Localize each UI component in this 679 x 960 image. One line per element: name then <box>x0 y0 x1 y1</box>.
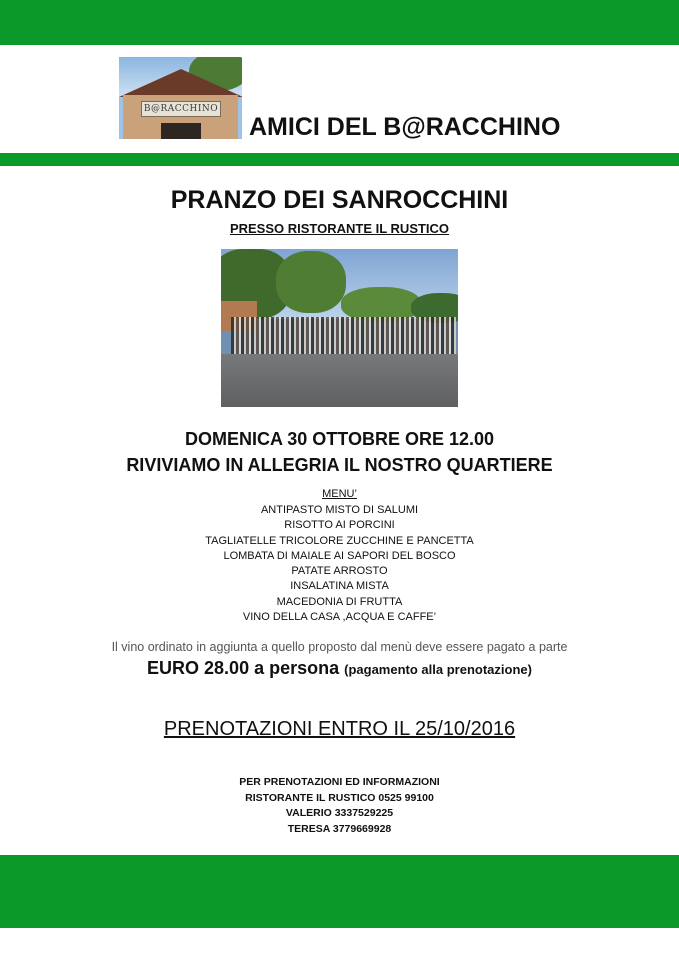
event-slogan: RIVIVIAMO IN ALLEGRIA IL NOSTRO QUARTIERE <box>126 455 553 475</box>
tree <box>276 251 346 313</box>
menu-item: VINO DELLA CASA ,ACQUA E CAFFE’ <box>242 611 437 624</box>
menu-list <box>0 503 679 625</box>
contact-line: PER PRENOTAZIONI ED INFORMAZIONI <box>239 776 440 788</box>
brand-title: AMICI DEL B@RACCHINO <box>249 113 561 141</box>
contact-line: RISTORANTE IL RUSTICO 0525 99100 <box>245 791 434 804</box>
contact-line: TERESA 3779669928 <box>287 822 392 835</box>
baracchino-building-photo <box>119 57 242 139</box>
bottom-green-band <box>0 855 679 928</box>
middle-green-band <box>0 153 679 166</box>
menu-item: MACEDONIA DI FRUTTA <box>276 595 403 608</box>
event-venue: PRESSO RISTORANTE IL RUSTICO <box>229 221 450 236</box>
ground <box>221 354 458 407</box>
price-line <box>0 658 679 679</box>
crowd <box>231 317 456 357</box>
menu-item: RISOTTO AI PORCINI <box>284 519 395 532</box>
contact-list <box>0 775 679 837</box>
roof <box>119 69 242 97</box>
menu-item: PATATE ARROSTO <box>291 565 388 578</box>
top-green-band <box>0 0 679 45</box>
menu-heading: MENU’ <box>322 488 357 500</box>
price: EURO 28.00 a persona <box>147 658 340 678</box>
payment-note: (pagamento alla prenotazione) <box>344 662 532 677</box>
wine-note: Il vino ordinato in aggiunta a quello proposto dal menù deve essere pagato a parte <box>111 640 568 654</box>
menu-item: INSALATINA MISTA <box>290 580 389 593</box>
menu-item: TAGLIATELLE TRICOLORE ZUCCHINE E PANCETTA <box>205 534 474 547</box>
menu-item: ANTIPASTO MISTO DI SALUMI <box>260 504 419 516</box>
booking-deadline: PRENOTAZIONI ENTRO IL 25/10/2016 <box>163 718 516 740</box>
building-sign: B@RACCHINO <box>141 101 221 117</box>
event-date-time: DOMENICA 30 OTTOBRE ORE 12.00 <box>184 429 495 449</box>
menu-item: LOMBATA DI MAIALE AI SAPORI DEL BOSCO <box>223 549 456 562</box>
building-door <box>161 123 201 139</box>
contact-line: VALERIO 3337529225 <box>285 807 394 819</box>
group-photo <box>221 249 458 407</box>
event-title: PRANZO DEI SANROCCHINI <box>170 186 509 214</box>
